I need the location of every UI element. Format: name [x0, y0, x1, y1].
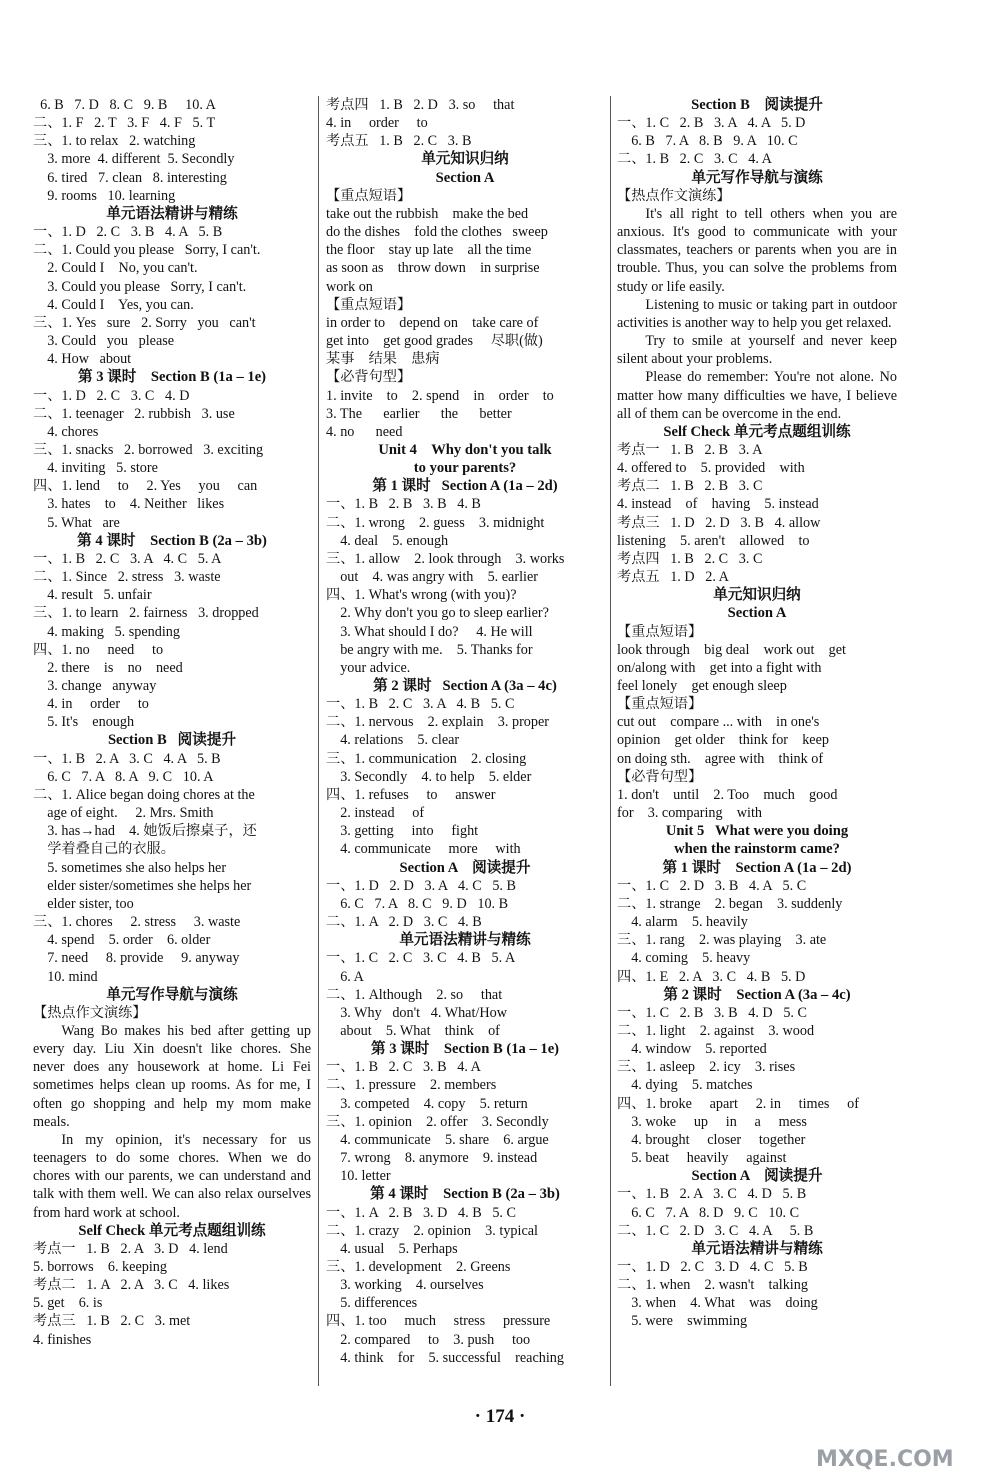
answer-line: 四、1. What's wrong (with you)? [326, 587, 517, 604]
answer-line: 5. What are [33, 514, 120, 531]
answer-line: 4. usual 5. Perhaps [326, 1240, 458, 1257]
answer-line: 4. instead of having 5. instead [617, 496, 819, 513]
answer-line: 4. in order to [326, 115, 428, 132]
answer-line: 5. differences [326, 1295, 418, 1312]
answer-line: 6. C 7. A 8. C 9. D 10. B [326, 895, 509, 912]
answer-line: 二、1. wrong 2. guess 3. midnight [326, 514, 545, 531]
answer-line: feel lonely get enough sleep [617, 678, 787, 694]
answer-line: 10. letter [326, 1168, 391, 1185]
section-heading: Section A [727, 605, 787, 622]
answer-line: 【重点短语】 [326, 296, 412, 313]
section-heading: 单元语法精讲与精练 [399, 932, 531, 949]
section-heading: 单元知识归纳 [713, 587, 801, 604]
answer-line: 三、1. asleep 2. icy 3. rises [617, 1059, 796, 1076]
answer-line: 考点四 1. B 2. C 3. C [617, 550, 763, 567]
answer-line: on doing sth. agree with think of [617, 750, 824, 767]
answer-line: 考点五 1. B 2. C 3. B [326, 133, 472, 150]
section-heading: 第 4 课时 Section B (2a – 3b) [77, 532, 267, 549]
answer-line: 三、1. development 2. Greens [326, 1259, 511, 1275]
answer-line: 考点一 1. B 2. A 3. D 4. lend [33, 1240, 228, 1257]
answer-line: in order to depend on take care of [326, 314, 539, 331]
answer-line: 1. invite to 2. spend in order to [326, 387, 554, 404]
section-heading: 第 2 课时 Section A (3a – 4c) [663, 986, 851, 1003]
answer-line: 3. The earlier the better [326, 405, 512, 422]
section-heading: when the rainstorm came? [674, 841, 840, 858]
answer-line: 一、1. B 2. A 3. C 4. D 5. B [617, 1186, 807, 1203]
answer-line: 二、1. teenager 2. rubbish 3. use [33, 405, 235, 422]
answer-line: 考点五 1. D 2. A [617, 569, 729, 586]
answer-line: 2. Why don't you go to sleep earlier? [326, 605, 549, 622]
answer-line: 二、1. Could you please Sorry, I can't. [33, 242, 261, 259]
answer-line: 二、1. crazy 2. opinion 3. typical [326, 1222, 538, 1239]
answer-column-1 [33, 96, 311, 1349]
answer-line: 3. What should I do? 4. He will [326, 623, 533, 640]
answer-line: 学着叠自己的衣服。 [33, 841, 175, 858]
answer-line: 一、1. C 2. B 3. B 4. D 5. C [617, 1004, 807, 1021]
section-heading: Self Check 单元考点题组训练 [78, 1222, 266, 1239]
section-heading: Section A [435, 169, 495, 186]
answer-line: 10. mind [33, 968, 98, 985]
section-heading: Section A 阅读提升 [691, 1168, 823, 1185]
answer-line: 一、1. B 2. C 3. A 4. C 5. A [33, 550, 222, 567]
answer-line: 考点二 1. B 2. B 3. C [617, 478, 763, 495]
answer-line: 4. dying 5. matches [617, 1077, 753, 1094]
section-heading: 第 4 课时 Section B (2a – 3b) [370, 1186, 560, 1203]
answer-line: elder sister/sometimes she helps her [33, 877, 252, 894]
answer-line: 5. borrows 6. keeping [33, 1259, 167, 1275]
answer-line: 4. finishes [33, 1331, 92, 1348]
essay-paragraph: Listening to music or taking part in outdoor activities is another way to help you get relaxed. [617, 296, 897, 331]
answer-line: 3. hates to 4. Neither likes [33, 496, 225, 513]
answer-line: 三、1. chores 2. stress 3. waste [33, 914, 241, 931]
essay-paragraph: Wang Bo makes his bed after getting up every day. Liu Xin doesn't like chores. She never does any housework at home. Li Fei sometimes helps clean up rooms. As for me, I often go shopping and help my mom make meals. [33, 1022, 311, 1130]
answer-line: 一、1. D 2. C 3. C 4. D [33, 387, 190, 404]
answer-line: 3. competed 4. copy 5. return [326, 1095, 528, 1112]
answer-line: 【重点短语】 [617, 696, 703, 713]
essay-paragraph: Please do remember: You're not alone. No matter how many difficulties we have, I believe all of them can be overcome in the end. [617, 369, 897, 422]
answer-line: 二、1. A 2. D 3. C 4. B [326, 914, 482, 931]
answer-line: 二、1. Since 2. stress 3. waste [33, 569, 221, 586]
essay-paragraph: Try to smile at yourself and never keep silent about your problems. [617, 333, 897, 368]
answer-line: 6. B 7. A 8. B 9. A 10. C [617, 133, 798, 150]
answer-line: 4. result 5. unfair [33, 587, 152, 604]
answer-line: 4. relations 5. clear [326, 732, 460, 749]
answer-line: 三、1. to learn 2. fairness 3. dropped [33, 605, 259, 622]
answer-line: cut out compare ... with in one's [617, 714, 820, 731]
essay-paragraph: In my opinion, it's necessary for us teenagers to do some chores. When we do chores with our parents, we can understand and talk with them well. We can also relax ourselves from hard work at school. [33, 1131, 311, 1221]
answer-line: 4. no need [326, 423, 403, 440]
answer-line: take out the rubbish make the bed [326, 205, 529, 222]
answer-line: 4. making 5. spending [33, 623, 180, 640]
answer-line: 二、1. B 2. C 3. C 4. A [617, 151, 772, 168]
answer-line: 一、1. B 2. A 3. C 4. A 5. B [33, 750, 221, 767]
answer-line: 2. compared to 3. push too [326, 1331, 531, 1348]
answer-line: 4. in order to [33, 696, 149, 713]
section-heading: Unit 4 Why don't you talk [378, 441, 552, 458]
answer-line: age of eight. 2. Mrs. Smith [33, 805, 214, 822]
answer-line: 四、1. E 2. A 3. C 4. B 5. D [617, 968, 806, 985]
answer-line: 一、1. D 2. D 3. A 4. C 5. B [326, 877, 516, 894]
answer-line: 3. has→had 4. 她饭后擦桌子，还 [33, 823, 257, 840]
answer-line: the floor stay up late all the time [326, 242, 532, 259]
answer-line: 三、1. rang 2. was playing 3. ate [617, 932, 827, 949]
answer-line: 3. when 4. What was doing [617, 1295, 818, 1312]
answer-line: 6. B 7. D 8. C 9. B 10. A [33, 97, 216, 113]
answer-line: 4. think for 5. successful reaching [326, 1349, 564, 1366]
answer-line: for 3. comparing with [617, 805, 762, 822]
answer-line: 2. Could I No, you can't. [33, 260, 198, 277]
answer-line: 考点二 1. A 2. A 3. C 4. likes [33, 1277, 230, 1294]
answer-line: 3. Why don't 4. What/How [326, 1004, 507, 1021]
watermark-logo [812, 1436, 982, 1476]
answer-line: 考点三 1. D 2. D 3. B 4. allow [617, 514, 821, 531]
column-divider [318, 96, 319, 1386]
section-heading: 单元知识归纳 [421, 151, 509, 168]
watermark-text: MXQE.COM [816, 1447, 954, 1472]
answer-line: 4. alarm 5. heavily [617, 914, 748, 931]
answer-line: 6. A [326, 968, 364, 985]
answer-line: 四、1. lend to 2. Yes you can [33, 478, 258, 495]
answer-line: 二、1. light 2. against 3. wood [617, 1022, 815, 1039]
answer-line: 考点四 1. B 2. D 3. so that [326, 97, 515, 113]
answer-line: 【重点短语】 [617, 623, 703, 640]
answer-line: 【重点短语】 [326, 187, 412, 204]
answer-line: 9. rooms 10. learning [33, 187, 176, 204]
answer-line: 二、1. F 2. T 3. F 4. F 5. T [33, 115, 216, 132]
answer-line: 5. sometimes she also helps her [33, 859, 227, 876]
section-heading: 单元语法精讲与精练 [106, 205, 238, 222]
section-heading: 第 3 课时 Section B (1a – 1e) [77, 369, 267, 386]
answer-line: 6. tired 7. clean 8. interesting [33, 169, 227, 186]
answer-line: 5. get 6. is [33, 1295, 103, 1312]
answer-line: 某事 结果 患病 [326, 351, 440, 368]
section-heading: 单元写作导航与演练 [106, 986, 238, 1003]
answer-line: 三、1. opinion 2. offer 3. Secondly [326, 1113, 549, 1130]
answer-line: 一、1. C 2. C 3. C 4. B 5. A [326, 950, 516, 967]
answer-line: listening 5. aren't allowed to [617, 532, 810, 549]
answer-line: 一、1. B 2. C 3. A 4. B 5. C [326, 696, 515, 713]
section-heading: 第 3 课时 Section B (1a – 1e) [370, 1041, 560, 1058]
answer-line: out 4. was angry with 5. earlier [326, 569, 538, 586]
answer-line: 四、1. broke apart 2. in times of [617, 1095, 859, 1112]
answer-line: 一、1. B 2. B 3. B 4. B [326, 496, 481, 513]
answer-line: 3. Could you please Sorry, I can't. [33, 278, 247, 295]
answer-line: get into get good grades 尽职(做) [326, 333, 543, 350]
section-heading: 单元语法精讲与精练 [691, 1240, 823, 1257]
answer-line: 【必背句型】 [617, 768, 703, 785]
page-number: · 174 · [474, 1406, 526, 1427]
answer-line: 7. wrong 8. anymore 9. instead [326, 1150, 538, 1167]
answer-line: 5. were swimming [617, 1313, 748, 1330]
section-heading: 第 1 课时 Section A (1a – 2d) [372, 478, 558, 495]
answer-line: 4. spend 5. order 6. older [33, 932, 211, 949]
answer-line: 5. It's enough [33, 714, 135, 731]
answer-line: 6. C 7. A 8. D 9. C 10. C [617, 1204, 800, 1221]
answer-line: 四、1. no need to [33, 641, 164, 658]
answer-line: 【热点作文演练】 [617, 187, 731, 204]
answer-line: 三、1. to relax 2. watching [33, 133, 196, 150]
answer-line: 3. working 4. ourselves [326, 1277, 484, 1294]
answer-line: 4. communicate 5. share 6. argue [326, 1131, 549, 1148]
answer-line: elder sister, too [33, 895, 134, 912]
section-heading: Self Check 单元考点题组训练 [663, 423, 851, 440]
answer-line: 4. chores [33, 423, 99, 440]
answer-line: 6. C 7. A 8. A 9. C 10. A [33, 768, 214, 785]
answer-line: 一、1. D 2. C 3. D 4. C 5. B [617, 1259, 808, 1275]
answer-line: your advice. [326, 659, 411, 676]
answer-line: 一、1. A 2. B 3. D 4. B 5. C [326, 1204, 516, 1221]
answer-line: as soon as throw down in surprise [326, 260, 540, 277]
section-heading: 第 2 课时 Section A (3a – 4c) [373, 678, 557, 694]
answer-line: 5. beat heavily against [617, 1150, 787, 1167]
answer-line: 一、1. C 2. D 3. B 4. A 5. C [617, 877, 807, 894]
answer-line: 二、1. when 2. wasn't talking [617, 1277, 808, 1294]
answer-line: on/along with get into a fight with [617, 659, 822, 676]
answer-line: 4. communicate more with [326, 841, 521, 858]
answer-line: 【必背句型】 [326, 369, 412, 386]
answer-line: 2. instead of [326, 805, 425, 822]
section-heading: Unit 5 What were you doing [665, 823, 849, 840]
answer-line: 4. How about [33, 351, 132, 368]
answer-line: 4. Could I Yes, you can. [33, 296, 194, 313]
answer-line: 考点一 1. B 2. B 3. A [617, 441, 763, 458]
answer-line: about 5. What think of [326, 1022, 500, 1039]
section-heading: 第 1 课时 Section A (1a – 2d) [662, 859, 852, 876]
answer-column-3 [617, 96, 897, 1331]
answer-line: 4. window 5. reported [617, 1041, 767, 1058]
answer-line: 二、1. C 2. D 3. C 4. A 5. B [617, 1222, 814, 1239]
answer-line: 7. need 8. provide 9. anyway [33, 950, 240, 967]
answer-line: be angry with me. 5. Thanks for [326, 641, 533, 658]
answer-line: 2. there is no need [33, 659, 183, 676]
answer-line: 三、1. Yes sure 2. Sorry you can't [33, 314, 256, 331]
answer-line: 三、1. allow 2. look through 3. works [326, 550, 565, 567]
answer-line: 二、1. pressure 2. members [326, 1077, 497, 1094]
answer-line: 3. Could you please [33, 333, 175, 350]
answer-line: 4. deal 5. enough [326, 532, 449, 549]
answer-line: 三、1. communication 2. closing [326, 750, 527, 767]
section-heading: 单元写作导航与演练 [691, 169, 823, 186]
answer-line: 【热点作文演练】 [33, 1004, 147, 1021]
answer-line: 一、1. B 2. C 3. B 4. A [326, 1059, 481, 1076]
answer-line: 二、1. Alice began doing chores at the [33, 786, 255, 803]
answer-line: 四、1. too much stress pressure [326, 1313, 551, 1330]
section-heading: to your parents? [413, 460, 517, 477]
answer-line: opinion get older think for keep [617, 732, 829, 749]
answer-line: 4. coming 5. heavy [617, 950, 751, 967]
answer-line: 二、1. nervous 2. explain 3. proper [326, 714, 550, 731]
answer-line: 1. don't until 2. Too much good [617, 786, 838, 803]
answer-line: 4. inviting 5. store [33, 460, 158, 477]
answer-line: 一、1. D 2. C 3. B 4. A 5. B [33, 224, 223, 241]
column-divider [610, 96, 611, 1386]
answer-line: do the dishes fold the clothes sweep [326, 224, 548, 241]
answer-line: 4. brought closer together [617, 1131, 806, 1148]
answer-line: 3. woke up in a mess [617, 1113, 807, 1130]
answer-line: 3. more 4. different 5. Secondly [33, 151, 235, 168]
section-heading: Section B 阅读提升 [691, 97, 823, 113]
section-heading: Section B 阅读提升 [107, 732, 237, 749]
answer-column-2 [326, 96, 604, 1367]
answer-line: 三、1. snacks 2. borrowed 3. exciting [33, 441, 264, 458]
answer-line: 考点三 1. B 2. C 3. met [33, 1313, 191, 1330]
essay-paragraph: It's all right to tell others when you are anxious. It's good to communicate with your classmates, teachers or parents when you are in trouble. Thus, you can solve the problems from study or life easily. [617, 205, 897, 295]
answer-line: 3. change anyway [33, 678, 157, 694]
answer-line: 3. Secondly 4. to help 5. elder [326, 768, 532, 785]
answer-line: 3. getting into fight [326, 823, 479, 840]
answer-line: 二、1. Although 2. so that [326, 986, 503, 1003]
answer-line: 二、1. strange 2. began 3. suddenly [617, 895, 843, 912]
answer-line: look through big deal work out get [617, 641, 846, 658]
answer-line: 4. offered to 5. provided with [617, 460, 805, 477]
answer-line: 一、1. C 2. B 3. A 4. A 5. D [617, 115, 806, 132]
section-heading: Section A 阅读提升 [399, 859, 531, 876]
answer-line: work on [326, 278, 373, 295]
answer-line: 四、1. refuses to answer [326, 786, 496, 803]
